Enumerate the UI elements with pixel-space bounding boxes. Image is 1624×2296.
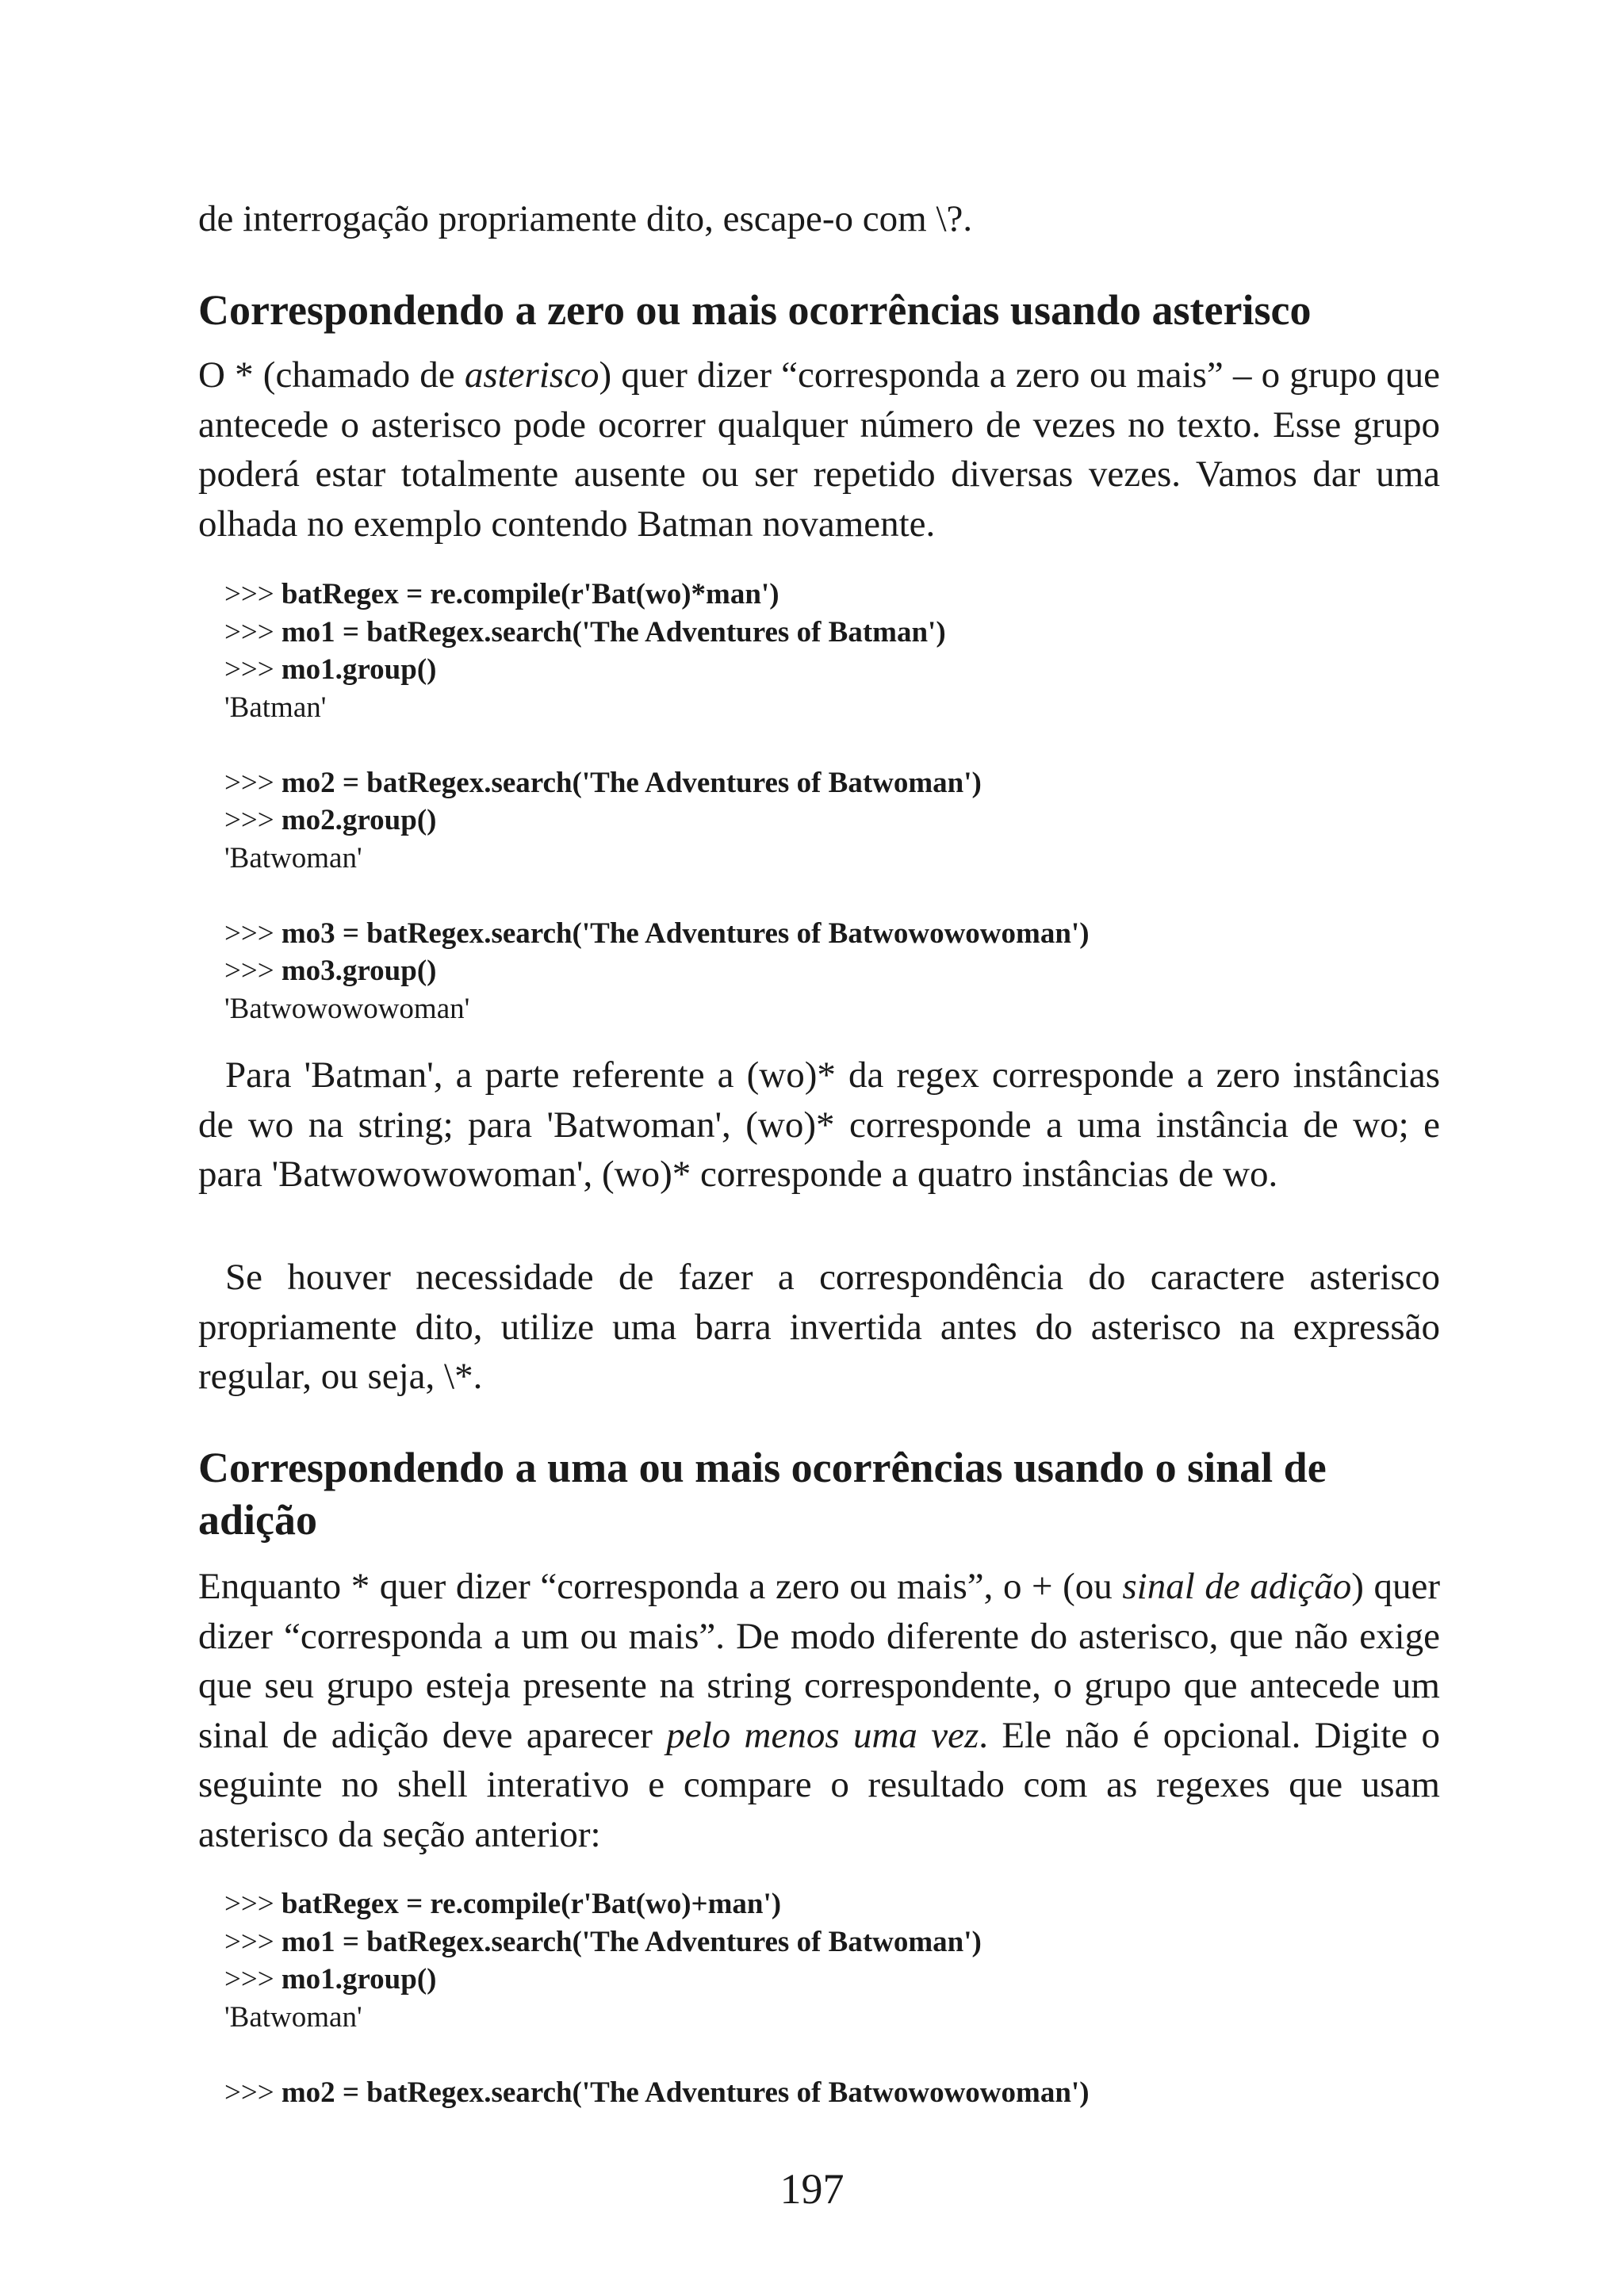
code-output: 'Batwowowowoman' [224,992,470,1025]
intro-text-a: O * (chamado de [198,354,465,396]
page-number: 197 [779,2165,845,2213]
section-heading-plus: Correspondendo a uma ou mais ocorrências usando o sinal de adição [198,1444,1327,1544]
intro-text-c: . Ele não é opcional. Digite o seguinte no shell interativo e compare o resultado com as regexes que usam asterisco da seção anterior: [198,1714,1440,1855]
code-line: >>> mo2.group() [224,804,437,836]
code-output: 'Batwoman' [224,841,362,874]
code-line: >>> mo1.group() [224,653,437,686]
carryover-line: de interrogação propriamente dito, escape-o com \?. [198,198,973,239]
intro-emphasis: asterisco [464,354,599,396]
code-line: >>> batRegex = re.compile(r'Bat(wo)+man') [224,1888,782,1920]
code-line: >>> mo2 = batRegex.search('The Adventures of Batwowowowoman') [224,2076,1090,2109]
intro-text-b: ) quer dizer “corresponda a um ou mais”. De modo diferente do asterisco, que não exige que seu grupo esteja presente na string correspondente, o grupo que antecede um sinal de adição deve aparecer [198,1566,1440,1756]
intro-text-a: Enquanto * quer dizer “corresponda a zero ou mais”, o + (ou [198,1566,1123,1607]
intro-text-b: ) quer dizer “corresponda a zero ou mais” – o grupo que antecede o asterisco pode ocorrer qualquer número de vezes no texto. Esse grupo poderá estar totalmente ausente ou ser repetido diversas vezes. Vamos dar uma olhada no exemplo contendo Batman novamente. [198,354,1440,545]
asterisk-escape-paragraph: Se houver necessidade de fazer a correspondência do caractere asterisco propriamente dito, utilize uma barra invertida antes do asterisco na expressão regular, ou seja, \*. [198,1257,1440,1397]
code-line: >>> batRegex = re.compile(r'Bat(wo)*man') [224,578,779,610]
asterisk-intro-paragraph [198,350,1440,549]
code-line: >>> mo1.group() [224,1963,437,1996]
asterisk-explanation-paragraph: Para 'Batman', a parte referente a (wo)* da regex corresponde a zero instâncias de wo na string; para 'Batwoman', (wo)* corresponde a uma instância de wo; e para 'Batwowowowoman', (wo)* corresponde a quatro instâncias de wo. [198,1054,1440,1195]
code-output: 'Batwoman' [224,2000,362,2034]
code-line: >>> mo1 = batRegex.search('The Adventures of Batwoman') [224,1925,982,1958]
intro-emphasis: pelo menos uma vez [666,1714,979,1756]
intro-emphasis: sinal de adição [1122,1566,1352,1607]
code-line: >>> mo3 = batRegex.search('The Adventures of Batwowowowoman') [224,916,1090,950]
code-line: >>> mo1 = batRegex.search('The Adventures of Batman') [224,615,946,649]
code-line: >>> mo2 = batRegex.search('The Adventures of Batwoman') [224,766,982,799]
code-block-plus [224,1885,1090,2111]
plus-intro-paragraph [198,1562,1440,1859]
code-output: 'Batman' [224,691,327,724]
code-line: >>> mo3.group() [224,955,437,987]
section-heading-asterisk: Correspondendo a zero ou mais ocorrências usando asterisco [198,286,1312,334]
code-block-asterisk [224,576,1090,1027]
